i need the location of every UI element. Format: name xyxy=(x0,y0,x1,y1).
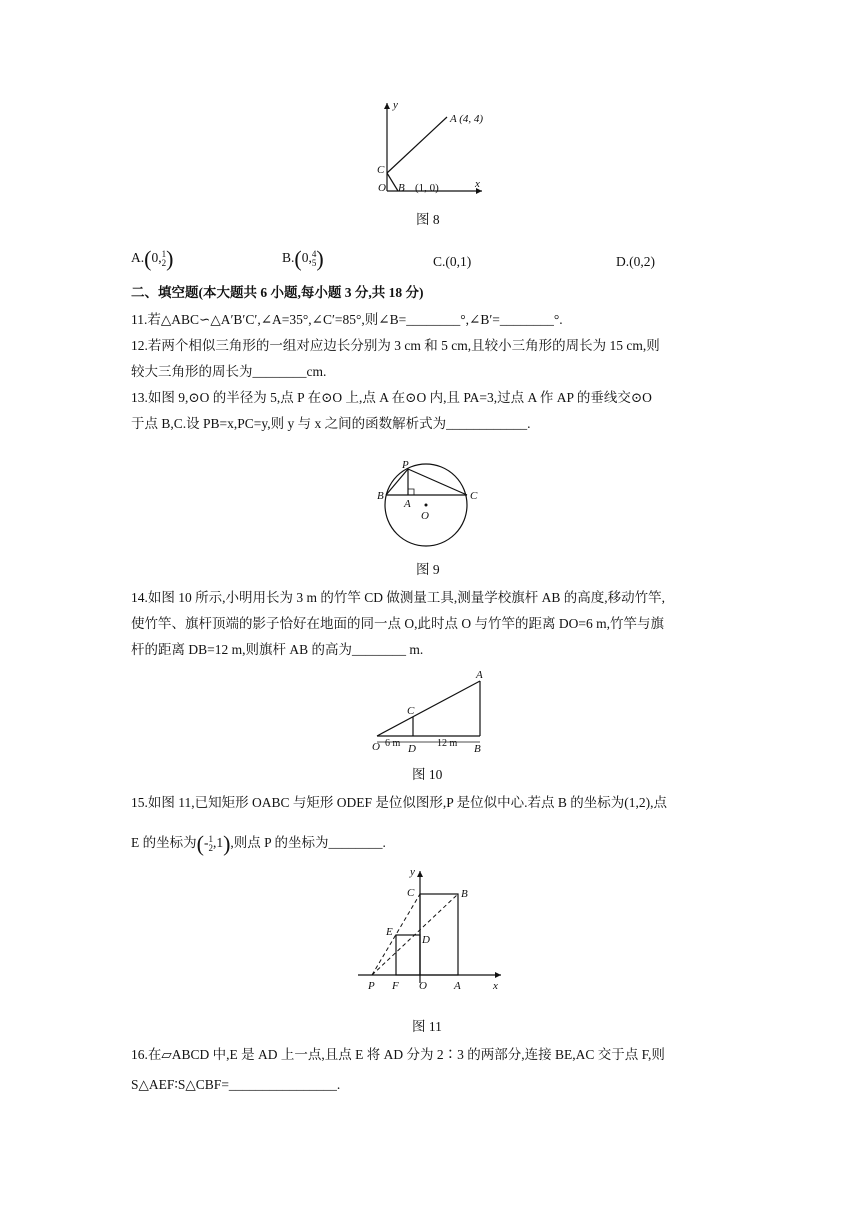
fig8-label-B: B xyxy=(398,182,405,194)
question-15-line-2: E 的坐标为(-1 2,1),则点 P 的坐标为________. xyxy=(131,830,386,856)
question-15-line-1: 15.如图 11,已知矩形 OABC 与矩形 ODEF 是位似图形,P 是位似中心.若点 B 的坐标为(1,2),点 xyxy=(131,795,668,810)
fig9-label-P: P xyxy=(402,459,409,471)
fig11-label-P: P xyxy=(368,980,375,992)
fig10-label-A: A xyxy=(476,669,483,681)
fig11-label-F: F xyxy=(392,980,399,992)
fig11-label-D: D xyxy=(422,934,430,946)
question-13-line-2: 于点 B,C.设 PB=x,PC=y,则 y 与 x 之间的函数解析式为____________. xyxy=(131,416,531,431)
fig8-x-axis-label: x xyxy=(475,178,480,190)
fig11-label-O: O xyxy=(419,980,427,992)
fig11-label-x: x xyxy=(493,980,498,992)
fig8-caption: 图 8 xyxy=(416,212,440,227)
fig11-label-B: B xyxy=(461,888,468,900)
fig11-label-C: C xyxy=(407,887,415,899)
fig8-label-B-coord: (1, 0) xyxy=(415,182,439,194)
section-2-title: 二、填空题(本大题共 6 小题,每小题 3 分,共 18 分) xyxy=(131,285,424,300)
fig11-caption: 图 11 xyxy=(412,1019,442,1034)
fig8-label-A: A (4, 4) xyxy=(450,113,484,125)
question-13-line-1: 13.如图 9,⊙O 的半径为 5,点 P 在⊙O 上,点 A 在⊙O 内,且 PA=3,过点 A 作 AP 的垂线交⊙O xyxy=(131,390,652,405)
fig11-label-y: y xyxy=(410,866,415,878)
fig9-label-A: A xyxy=(404,498,411,510)
fig9-label-C: C xyxy=(470,490,478,502)
question-12-line-1: 12.若两个相似三角形的一组对应边长分别为 3 cm 和 5 cm,且较小三角形的周长为 15 cm,则 xyxy=(131,338,660,353)
fig10-distance-DO: 6 m xyxy=(385,738,401,749)
question-12-line-2: 较大三角形的周长为________cm. xyxy=(131,364,327,379)
figure-8 xyxy=(360,95,490,205)
fig11-label-E: E xyxy=(386,926,393,938)
option-C: C.(0,1) xyxy=(433,254,472,269)
question-14-line-2: 使竹竿、旗杆顶端的影子恰好在地面的同一点 O,此时点 O 与竹竿的距离 DO=6 m,竹竿与旗 xyxy=(131,616,664,631)
figure-10 xyxy=(365,668,495,758)
option-A: A.(0,1 2) xyxy=(131,246,174,271)
question-16-line-2: S△AEF∶S△CBF=________________. xyxy=(131,1077,341,1092)
figure-9 xyxy=(372,455,492,555)
option-B: B.(0,4 5) xyxy=(282,246,324,271)
question-16-line-1: 16.在▱ABCD 中,E 是 AD 上一点,且点 E 将 AD 分为 2∶3 的两部分,连接 BE,AC 交于点 F,则 xyxy=(131,1047,665,1062)
figure-11 xyxy=(353,863,508,993)
fig8-y-axis-label: y xyxy=(393,99,398,111)
question-11: 11.若△ABC∽△A′B′C′,∠A=35°,∠C′=85°,则∠B=________°,∠B′=________°. xyxy=(131,312,563,327)
fig10-label-C: C xyxy=(407,705,415,717)
fig10-distance-DB: 12 m xyxy=(437,738,458,749)
fig11-label-A: A xyxy=(454,980,461,992)
fig10-caption: 图 10 xyxy=(412,767,443,782)
fig10-label-O: O xyxy=(372,741,380,753)
fig8-label-O: O xyxy=(378,182,386,194)
question-14-line-1: 14.如图 10 所示,小明用长为 3 m 的竹竿 CD 做测量工具,测量学校旗杆 AB 的高度,移动竹竿, xyxy=(131,590,666,605)
option-D: D.(0,2) xyxy=(616,254,655,269)
fig9-label-B: B xyxy=(377,490,384,502)
question-14-line-3: 杆的距离 DB=12 m,则旗杆 AB 的高为________ m. xyxy=(131,642,424,657)
fig8-label-C: C xyxy=(377,164,385,176)
fig9-label-O: O xyxy=(421,510,429,522)
fig9-caption: 图 9 xyxy=(416,562,440,577)
fig10-label-D: D xyxy=(408,743,416,755)
fig10-label-B: B xyxy=(474,743,481,755)
